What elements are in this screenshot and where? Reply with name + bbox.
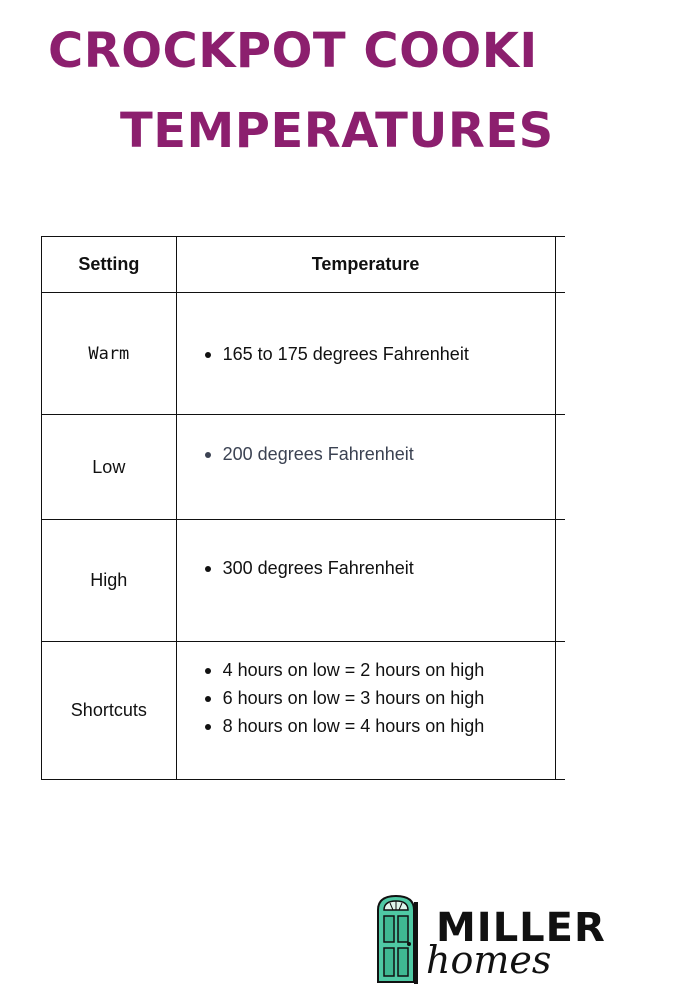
header-cut-off bbox=[555, 237, 565, 293]
title-line-1: CROCKPOT COOKI bbox=[48, 23, 538, 79]
cut-off-cell bbox=[555, 520, 565, 642]
header-setting: Setting bbox=[42, 237, 177, 293]
setting-cell: Shortcuts bbox=[42, 642, 177, 780]
bullet-list bbox=[177, 440, 555, 468]
cut-off-cell bbox=[555, 642, 565, 780]
temperature-cell bbox=[176, 642, 555, 780]
temperature-table bbox=[41, 236, 565, 780]
bullet-list bbox=[177, 554, 555, 582]
header-temperature: Temperature bbox=[176, 237, 555, 293]
setting-cell: Warm bbox=[42, 293, 177, 415]
temperature-cell bbox=[176, 415, 555, 520]
setting-cell: High bbox=[42, 520, 177, 642]
list-item: 4 hours on low = 2 hours on high bbox=[223, 656, 555, 684]
table-row-high bbox=[42, 520, 566, 642]
list-item: 165 to 175 degrees Fahrenheit bbox=[223, 340, 555, 368]
list-item: 8 hours on low = 4 hours on high bbox=[223, 712, 555, 740]
list-item: 300 degrees Fahrenheit bbox=[223, 554, 555, 582]
green-door-icon bbox=[374, 892, 418, 984]
table-row-warm bbox=[42, 293, 566, 415]
list-item: 200 degrees Fahrenheit bbox=[223, 440, 555, 468]
miller-homes-logo bbox=[374, 890, 606, 990]
table-row-low bbox=[42, 415, 566, 520]
title-line-2: TEMPERATURES bbox=[120, 103, 554, 159]
logo-text-miller: MILLER bbox=[436, 905, 606, 951]
logo-text-homes: homes bbox=[426, 938, 552, 982]
temperature-cell bbox=[176, 520, 555, 642]
setting-cell: Low bbox=[42, 415, 177, 520]
list-item: 6 hours on low = 3 hours on high bbox=[223, 684, 555, 712]
temperature-cell bbox=[176, 293, 555, 415]
table-row-shortcuts bbox=[42, 642, 566, 780]
bullet-list bbox=[177, 340, 555, 368]
cut-off-cell bbox=[555, 293, 565, 415]
cut-off-cell bbox=[555, 415, 565, 520]
bullet-list bbox=[177, 656, 555, 740]
table-header-row bbox=[42, 237, 566, 293]
